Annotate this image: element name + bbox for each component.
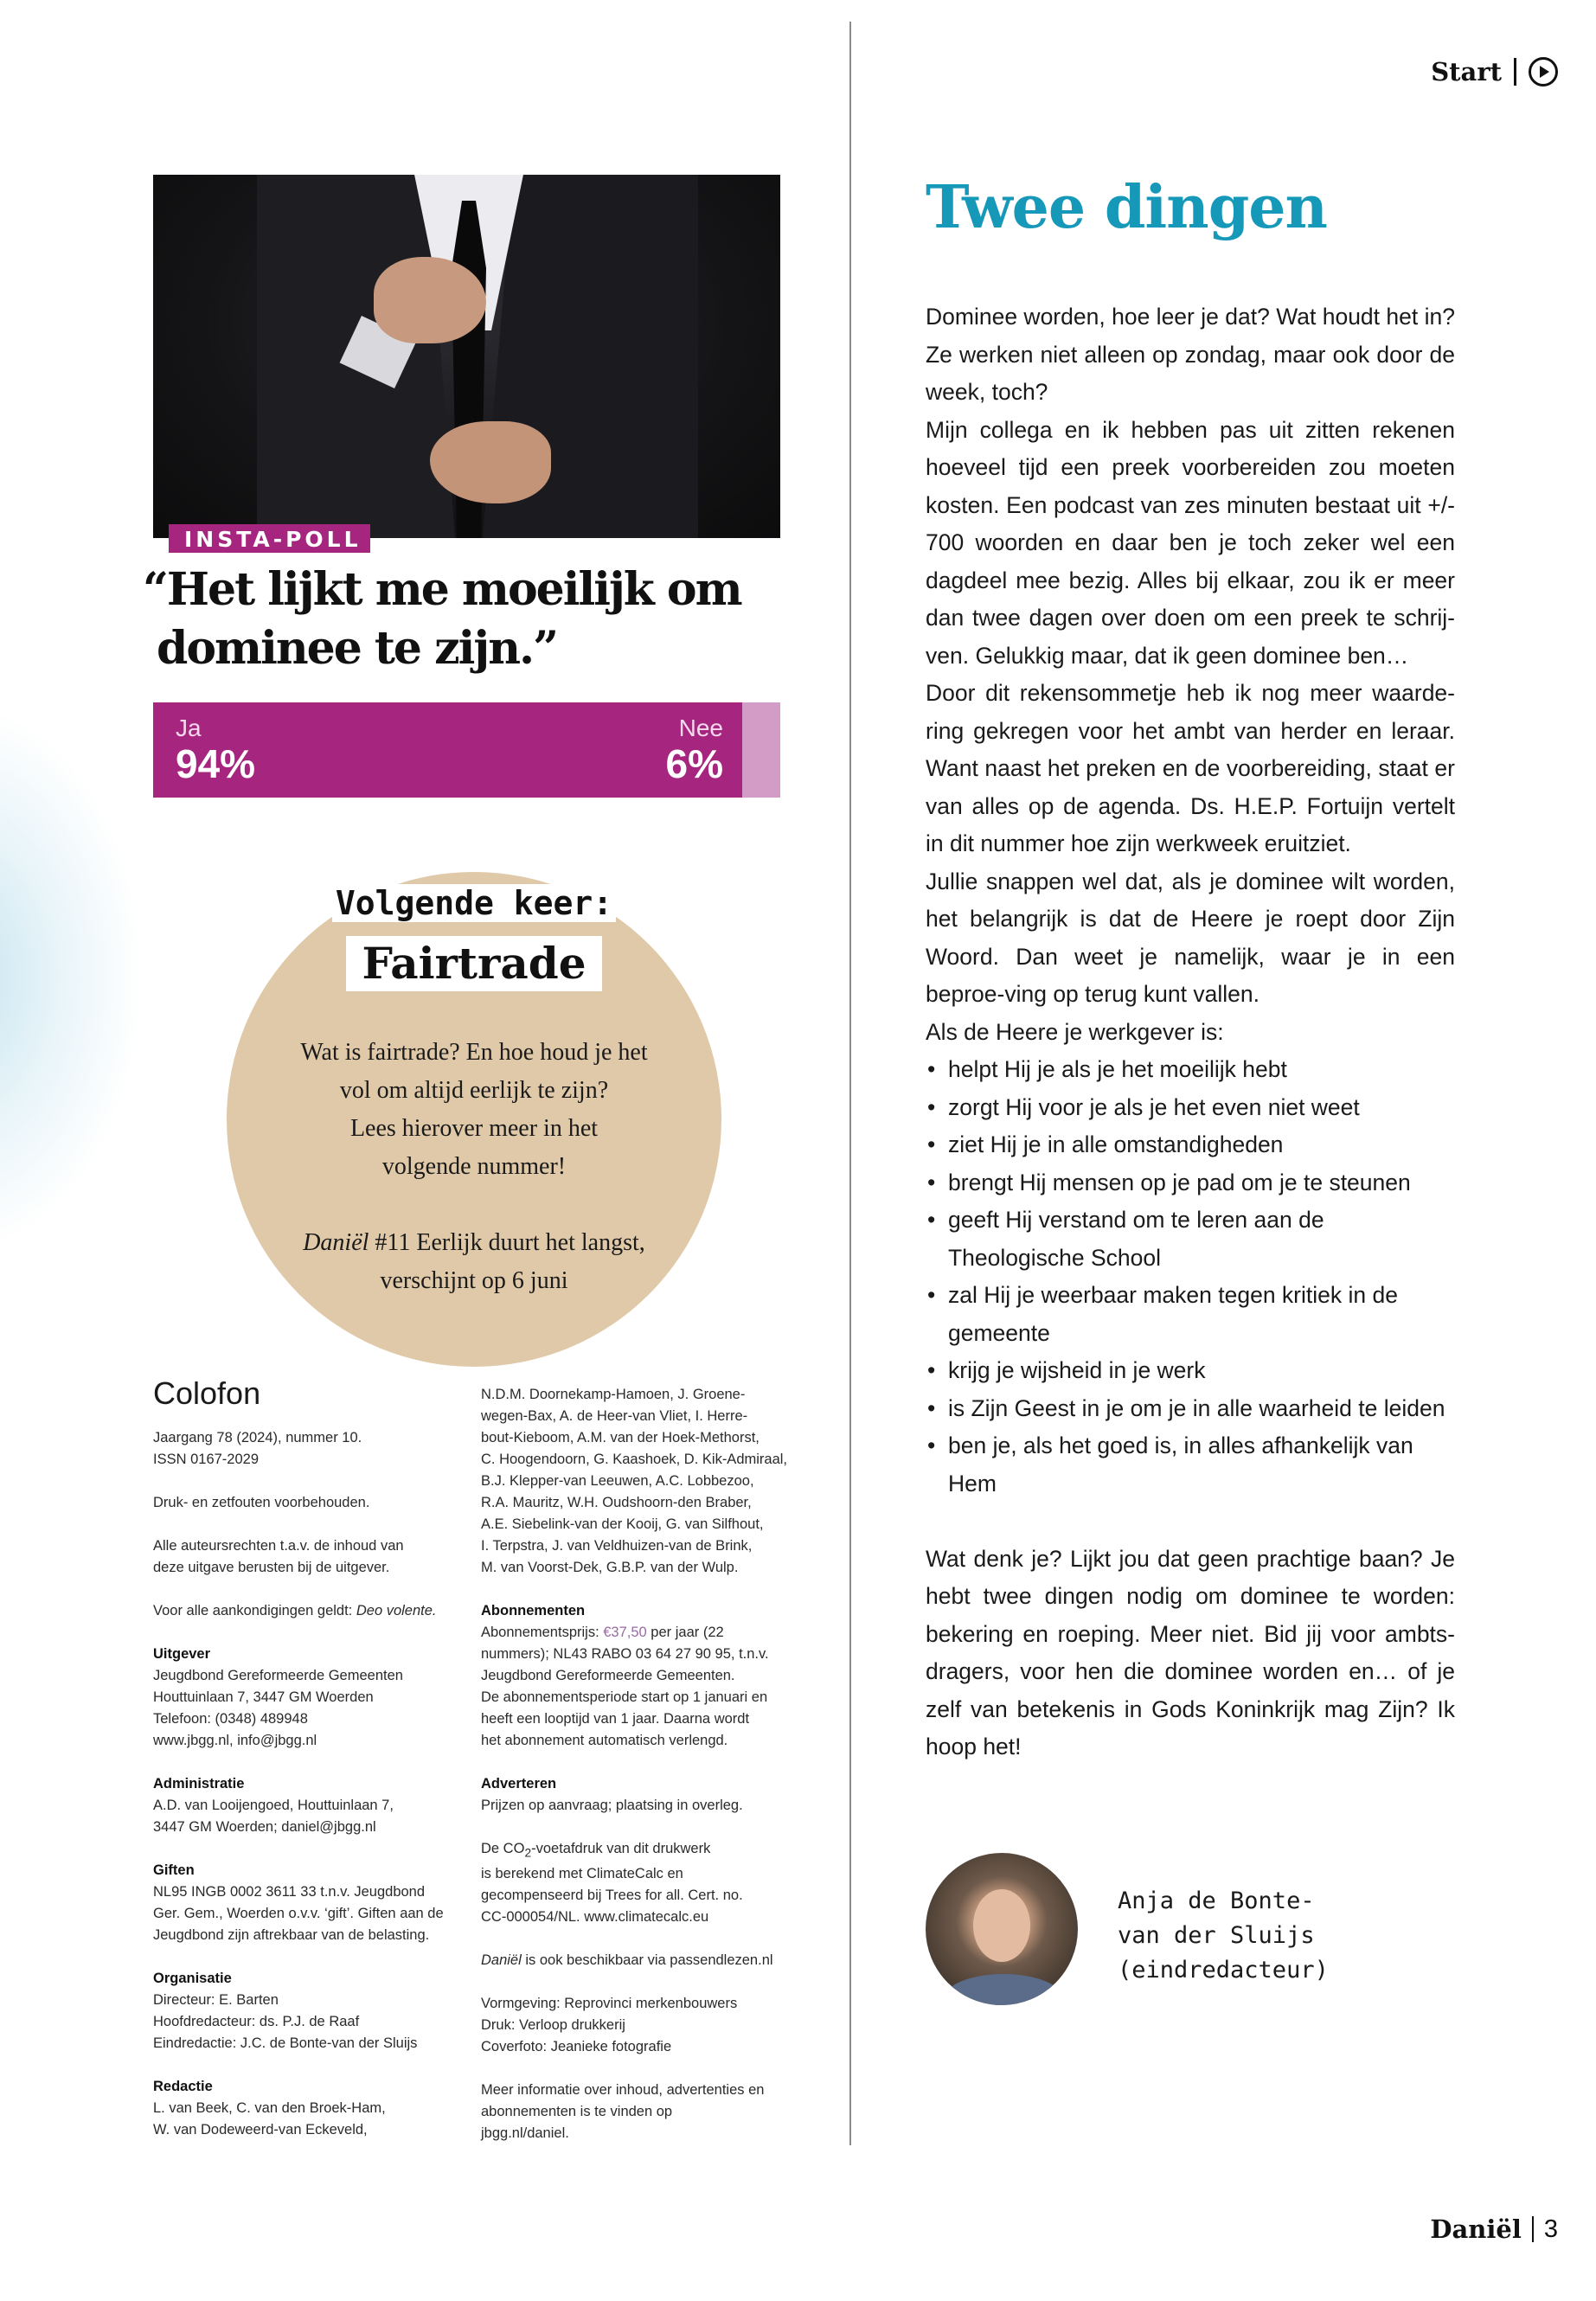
organisatie-heading: Organisatie — [153, 1971, 232, 1986]
issn-line: ISSN 0167-2029 — [153, 1452, 260, 1467]
rechten-line: deze uitgave berusten bij de uitgever. — [153, 1560, 390, 1575]
co2-suffix: -voetafdruk van dit drukwerk — [531, 1841, 711, 1856]
credit-line: Vormgeving: Reprovinci merkenbouwers — [481, 1996, 738, 2012]
colofon-redactie-continued — [481, 1384, 810, 1579]
uitgever-line: Jeugdbond Gereformeerde Gemeenten — [153, 1668, 403, 1683]
co2-line: is berekend met ClimateCalc en — [481, 1866, 683, 1882]
author-avatar — [926, 1853, 1078, 2005]
abonnementen-line: heeft een looptijd van 1 jaar. Daarna wordt — [481, 1711, 750, 1727]
adverteren-heading: Adverteren — [481, 1776, 557, 1791]
bullet-item: • geeft Hij verstand om te leren aan de Theologische School — [926, 1202, 1455, 1277]
redactie-line: L. van Beek, C. van den Broek-Ham, — [153, 2100, 386, 2116]
colofon-rechten — [153, 1535, 465, 1579]
next-issue-announcement — [260, 1224, 689, 1262]
bullet-item: • brengt Hij mensen op je pad om je te steunen — [926, 1164, 1455, 1202]
poll-photo — [153, 175, 780, 538]
article-title: Twee dingen — [926, 173, 1327, 242]
rechten-line: Alle auteursrechten t.a.v. de inhoud van — [153, 1538, 404, 1554]
article-paragraph: Door dit rekensommetje heb ik nog meer waarde-ring gekregen voor het ambt van herder en leraar. Want naast het preken en de voorbereiding, staat er van alles op de agenda. Ds. H.E.P. Fortuijn vertelt in dit nummer hoe zijn werkweek eruitziet. — [926, 680, 1455, 856]
magazine-name: Daniël — [303, 1229, 369, 1256]
abonnementen-line: Jeugdbond Gereformeerde Gemeenten. — [481, 1668, 735, 1683]
colofon-druk: Druk- en zetfouten voorbehouden. — [153, 1495, 370, 1510]
poll-yes-label: Ja — [176, 715, 202, 741]
co2-subscript: 2 — [524, 1846, 532, 1860]
colofon-redactie — [153, 2076, 465, 2141]
abonnementen-line: nummers); NL43 RABO 03 64 27 90 95, t.n.v. — [481, 1646, 769, 1662]
passend-lezen-text: is ook beschikbaar via passendlezen.nl — [521, 1952, 773, 1969]
credit-line: Coverfoto: Jeanieke fotografie — [481, 2039, 672, 2055]
article-paragraph: Mijn collega en ik hebben pas uit zitten rekenen hoeveel tijd een preek voorbereiden zou moeten kosten. Een podcast van zes minuten bestaat uit +/- 700 woorden en daar ben je toch zeker wel een dagdeel mee bezig. Alles bij elkaar, zou ik er meer dan twee dagen over doen om een preek te schrij-ven. Gelukkig maar, dat ik geen dominee ben… — [926, 416, 1455, 669]
giften-line: Jeugdbond zijn aftrekbaar van de belasting. — [153, 1927, 430, 1943]
author-signature — [1118, 1884, 1329, 1988]
redactie-line: B.J. Klepper-van Leeuwen, A.C. Lobbezoo, — [481, 1473, 754, 1489]
next-issue-line: vol om altijd eerlijk te zijn? — [339, 1077, 609, 1104]
giften-heading: Giften — [153, 1862, 195, 1878]
colofon-aankondiging — [153, 1600, 465, 1622]
footer-magazine-name: Daniël — [1430, 2214, 1522, 2244]
deo-volente: Deo volente. — [356, 1603, 437, 1618]
colofon-meer-info — [481, 2080, 810, 2144]
next-issue-line: volgende nummer! — [381, 1153, 567, 1180]
abonnementen-heading: Abonnementen — [481, 1603, 586, 1618]
colofon-co2 — [481, 1838, 810, 1928]
colofon-uitgever — [153, 1644, 465, 1752]
redactie-line: wegen-Bax, A. de Heer-van Vliet, I. Herre- — [481, 1408, 748, 1424]
colofon-adverteren — [481, 1773, 810, 1817]
next-issue-topic-text: Fairtrade — [346, 936, 601, 991]
uitgever-line: Telefoon: (0348) 489948 — [153, 1711, 308, 1727]
uitgever-heading: Uitgever — [153, 1646, 211, 1662]
start-link[interactable] — [1431, 57, 1558, 87]
colofon-organisatie — [153, 1968, 465, 2054]
colofon-giften — [153, 1860, 465, 1946]
poll-question — [143, 561, 800, 678]
start-label: Start — [1431, 57, 1502, 87]
bullet-item: • is Zijn Geest in je om je in alle waarheid te leiden — [926, 1390, 1455, 1428]
next-issue-line: Wat is fairtrade? En hoe houd je het — [300, 1039, 648, 1066]
footer-separator — [1532, 2216, 1534, 2242]
author-line: Anja de Bonte- — [1118, 1888, 1315, 1914]
poll-yes-value: 94% — [176, 741, 256, 786]
redactie-heading: Redactie — [153, 2079, 213, 2094]
poll-no-value: 6% — [665, 741, 723, 786]
aankondiging-text: Voor alle aankondigingen geldt: — [153, 1603, 356, 1618]
insta-poll-label: INSTA-POLL — [169, 524, 370, 553]
poll-result-bar — [153, 702, 780, 798]
abonnementen-line: het abonnement automatisch verlengd. — [481, 1733, 728, 1748]
colofon-title: Colofon — [153, 1375, 261, 1411]
poll-question-line1: “Het lijkt me moeilijk om — [143, 563, 741, 616]
next-issue-heading-text: Volgende keer: — [332, 884, 616, 922]
colofon-credits — [481, 1993, 810, 2058]
giften-line: NL95 INGB 0002 3611 33 t.n.v. Jeugdbond — [153, 1884, 426, 1900]
uitgever-line: Houttuinlaan 7, 3447 GM Woerden — [153, 1689, 374, 1705]
redactie-line: A.E. Siebelink-van der Kooij, G. van Silfhout, — [481, 1516, 764, 1532]
adverteren-line: Prijzen op aanvraag; plaatsing in overleg. — [481, 1798, 743, 1813]
bullet-item: • helpt Hij je als je het moeilijk hebt — [926, 1051, 1455, 1089]
colofon-column-2 — [481, 1384, 810, 2166]
meer-info-line: jbgg.nl/daniel. — [481, 2125, 569, 2142]
article-paragraph: Dominee worden, hoe leer je dat? Wat houdt het in? Ze werken niet alleen op zondag, maar ook door de week, toch? — [926, 304, 1455, 405]
administratie-line: 3447 GM Woerden; daniel@jbgg.nl — [153, 1819, 376, 1835]
bullet-item: • krijg je wijsheid in je werk — [926, 1352, 1455, 1390]
redactie-line: W. van Dodeweerd-van Eckeveld, — [153, 2122, 368, 2138]
redactie-line: N.D.M. Doornekamp-Hamoen, J. Groene- — [481, 1387, 746, 1402]
colofon-administratie — [153, 1773, 465, 1838]
organisatie-line: Eindredactie: J.C. de Bonte-van der Sluijs — [153, 2035, 418, 2051]
play-icon[interactable] — [1529, 57, 1558, 87]
article-paragraph: Jullie snappen wel dat, als je dominee wilt worden, het belangrijk is dat de Heere je roept door Zijn Woord. Dan weet je namelijk, waar je in een beproe-ving op terug kunt vallen. — [926, 868, 1455, 1007]
abonnementen-line: De abonnementsperiode start op 1 januari en — [481, 1689, 768, 1705]
poll-question-line2: dominee te zijn.” — [157, 622, 558, 675]
author-line: van der Sluijs — [1118, 1922, 1315, 1949]
article-paragraph: Als de Heere je werkgever is: — [926, 1018, 1224, 1045]
colofon-abonnementen — [481, 1600, 810, 1752]
redactie-line: I. Terpstra, J. van Veldhuizen-van de Brink, — [481, 1538, 753, 1554]
bullet-item: • ziet Hij je in alle omstandigheden — [926, 1126, 1455, 1164]
redactie-line: bout-Kieboom, A.M. van der Hoek-Methorst, — [481, 1430, 760, 1445]
author-role: (eindredacteur) — [1118, 1957, 1329, 1984]
next-issue-description — [260, 1034, 689, 1300]
redactie-line: M. van Voorst-Dek, G.B.P. van der Wulp. — [481, 1560, 739, 1575]
poll-no-segment — [742, 702, 780, 798]
magazine-name: Daniël — [481, 1952, 522, 1969]
redactie-line: R.A. Mauritz, W.H. Oudshoorn-den Braber, — [481, 1495, 752, 1510]
column-divider — [849, 22, 851, 2145]
bullet-item: • zorgt Hij voor je als je het even niet weet — [926, 1089, 1455, 1127]
administratie-heading: Administratie — [153, 1776, 245, 1791]
giften-line: Ger. Gem., Woerden o.v.v. ‘gift’. Giften aan de — [153, 1906, 444, 1921]
co2-line: CC-000054/NL. www.climatecalc.eu — [481, 1909, 709, 1926]
organisatie-line: Hoofdredacteur: ds. P.J. de Raaf — [153, 2014, 360, 2029]
nav-separator — [1514, 58, 1516, 86]
redactie-line: C. Hoogendoorn, G. Kaashoek, D. Kik-Admiraal, — [481, 1452, 788, 1467]
bullet-item: • zal Hij je weerbaar maken tegen kritiek in de gemeente — [926, 1277, 1455, 1352]
poll-no-label: Nee — [678, 715, 723, 741]
next-issue-title: #11 Eerlijk duurt het langst, — [369, 1229, 645, 1256]
colofon-jaargang — [153, 1427, 465, 1471]
meer-info-line: abonnementen is te vinden op — [481, 2104, 673, 2120]
page-number: 3 — [1543, 2214, 1558, 2243]
article-closing: Wat denk je? Lijkt jou dat geen prachtige baan? Je hebt twee dingen nodig om dominee te worden: bekering en roeping. Meer niet. Bid jij voor ambts-dragers, voor hen die dominee worden en… of je zelf van betekenis in Gods Koninkrijk mag Zijn? Ik hoop het! — [926, 1545, 1455, 1759]
credit-line: Druk: Verloop drukkerij — [481, 2017, 625, 2034]
next-issue-topic — [227, 936, 721, 991]
next-issue-heading — [227, 884, 721, 922]
subscription-price: €37,50 — [603, 1625, 647, 1640]
administratie-line: A.D. van Looijengoed, Houttuinlaan 7, — [153, 1798, 394, 1813]
next-issue-line: Lees hierover meer in het — [349, 1115, 599, 1142]
meer-info-line: Meer informatie over inhoud, advertenties en — [481, 2082, 765, 2099]
article-body — [926, 298, 1455, 1766]
colofon-column-1 — [153, 1427, 465, 2163]
jaargang-line: Jaargang 78 (2024), nummer 10. — [153, 1430, 362, 1445]
price-suffix: per jaar (22 — [646, 1625, 724, 1640]
colofon-passend-lezen — [481, 1950, 810, 1971]
co2-prefix: De CO — [481, 1841, 525, 1856]
page-footer — [1430, 2214, 1558, 2244]
uitgever-line: www.jbgg.nl, info@jbgg.nl — [153, 1733, 317, 1748]
next-issue-date: verschijnt op 6 juni — [380, 1267, 568, 1294]
article-bullet-list — [926, 1051, 1455, 1503]
organisatie-line: Directeur: E. Barten — [153, 1992, 279, 2008]
bullet-item: • ben je, als het goed is, in alles afhankelijk van Hem — [926, 1427, 1455, 1503]
co2-line: gecompenseerd bij Trees for all. Cert. no. — [481, 1888, 743, 1904]
price-prefix: Abonnementsprijs: — [481, 1625, 604, 1640]
watercolor-decoration — [0, 709, 138, 1246]
